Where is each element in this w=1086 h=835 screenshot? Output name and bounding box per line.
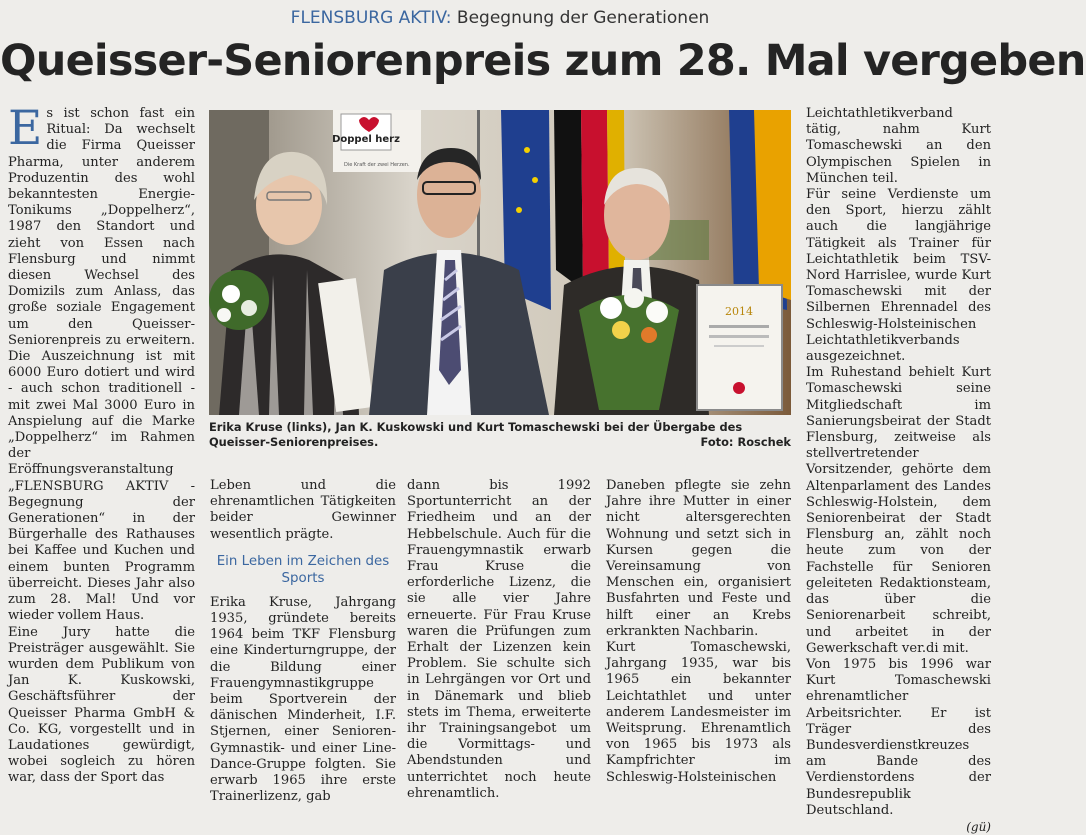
article-column-3 (407, 478, 591, 802)
article-column-1 (8, 101, 195, 787)
drop-cap: E (8, 101, 43, 156)
kicker-section: FLENSBURG AKTIV: (290, 8, 452, 28)
photo-caption (209, 420, 791, 450)
certificate-year: 2014 (725, 305, 753, 318)
award-photo (209, 110, 791, 415)
kicker-topic: Begegnung der Generationen (456, 8, 710, 28)
article-column-2 (210, 478, 396, 805)
caption-text: Erika Kruse (links), Jan K. Kuskowski und Kurt Tomaschewski bei der Übergabe des Queisser-Seniorenpreises. (209, 420, 743, 449)
paragraph-text: s ist schon fast ein Ritual: Da wechselt die Firma Queisser Pharma, unter anderem Produzentin des wohl bekanntesten Energie-Tonikums „Doppelherz“, 1987 den Standort und zieht von Essen nach Flensburg und nimmt diesen Wechsel des Domizils zum Anlass, das große soziale Engagement um den Queisser-Seniorenpreis zu erweitern. Die Auszeichnung ist mit 6000 Euro dotiert und wird - auch schon traditionell - mit zwei Mal 3000 Euro in Anspielung auf die Marke „Doppelherz“ im Rahmen der Eröffnungsveranstaltung „FLENSBURG AKTIV - Begegnung der Generationen“ in der Bürgerhalle des Rathauses bei Kaffee und Kuchen und einem bunten Programm überreicht. Dieses Jahr also zum 28. Mal! Und vor wieder vollem Haus. (8, 106, 195, 624)
paragraph: Von 1975 bis 1996 war Kurt Tomaschewski ehrenamtlicher Arbeitsrichter. Er ist Träger des Bundesverdienstkreuzes am Bande des Verdienstordens der Bundesrepublik Deutschland. (806, 656, 991, 818)
paragraph: Eine Jury hatte die Preisträger ausgewählt. Sie wurden dem Publikum von Jan K. Kuskowski, Geschäftsführer der Queisser Pharma GmbH & Co. KG, vorgestellt und in Laudationes gewürdigt, wobei sogleich zu hören war, dass der Sport das (8, 624, 195, 786)
paragraph: Leichtathletikverband tätig, nahm Kurt Tomaschewski an den Olympischen Spielen in München teil. (806, 106, 991, 186)
photo-credit: Foto: Roschek (700, 435, 791, 449)
headline: Queisser-Seniorenpreis zum 28. Mal vergeben (0, 36, 1086, 86)
article-column-5 (806, 106, 991, 835)
article-column-4 (606, 478, 791, 786)
paragraph: Daneben pflegte sie zehn Jahre ihre Mutter in einer nicht altersgerechten Wohnung und setzt sich in Kursen gegen die Vereinsamung von Menschen ein, organisiert Busfahrten und Feste und hilft einer an Krebs erkrankten Nachbarin. (606, 478, 791, 639)
kicker (0, 8, 1000, 28)
subheading: Ein Leben im Zeichen des Sports (216, 553, 390, 586)
sign-brand: Doppel herz (332, 134, 400, 145)
award-photo-image (209, 110, 791, 415)
sign-slogan: Die Kraft der zwei Herzen. (344, 162, 410, 168)
paragraph: Kurt Tomaschewski, Jahrgang 1935, war bis 1965 ein bekannter Leichtathlet und unter anderem Landesmeister im Weitsprung. Ehrenamtlich von 1965 bis 1973 als Kampfrichter im Schleswig-Holsteinischen (606, 640, 791, 785)
paragraph: Im Ruhestand behielt Kurt Tomaschewski seine Mitgliedschaft im Sanierungsbeirat der Stadt Flensburg, zeitweise als stellvertretender Vorsitzender, gehörte dem Altenparlament des Landes Schleswig-Holstein, dem Seniorenbeirat der Stadt Flensburg an, zählt noch heute zum von der Fachstelle für Senioren geleiteten Redaktionsteam, das über die Seniorenarbeit schreibt, und arbeitet in der Gewerkschaft ver.di mit. (806, 365, 991, 656)
paragraph: Leben und die ehrenamtlichen Tätigkeiten beider Gewinner wesentlich prägte. (210, 478, 396, 542)
paragraph: Für seine Verdienste um den Sport, hierzu zählt auch die langjährige Tätigkeit als Trainer für Leichtathletik beim TSV-Nord Harrislee, wurde Kurt Tomaschewski mit der Silbernen Ehrennadel des Schleswig-Holsteinischen Leichtathletikverbands ausgezeichnet. (806, 187, 991, 365)
paragraph (8, 101, 195, 625)
paragraph: Erika Kruse, Jahrgang 1935, gründete bereits 1964 beim TKF Flensburg eine Kinderturngruppe, der die Bildung einer Frauengymnastikgruppe beim Sportverein der dänischen Minderheit, I.F. Stjernen, einer Senioren-Gymnastik- und einer Line-Dance-Gruppe folgten. Sie erwarb 1965 ihre erste Trainerlizenz, gab (210, 594, 396, 805)
paragraph: dann bis 1992 Sportunterricht an der Friedheim und an der Hebbelschule. Auch für die Frauengymnastik erwarb Frau Kruse die erforderliche Lizenz, die sie alle vier Jahre erneuerte. Für Frau Kruse waren die Prüfungen zum Erhalt der Lizenzen kein Problem. Sie schulte sich in Lehrgängen vor Ort und in Dänemark und blieb stets im Thema, erweiterte ihr Trainingsangebot um die Vormittags- und Abendstunden und unterrichtet noch heute ehrenamtlich. (407, 478, 591, 801)
author-signature: (gü) (966, 819, 991, 834)
